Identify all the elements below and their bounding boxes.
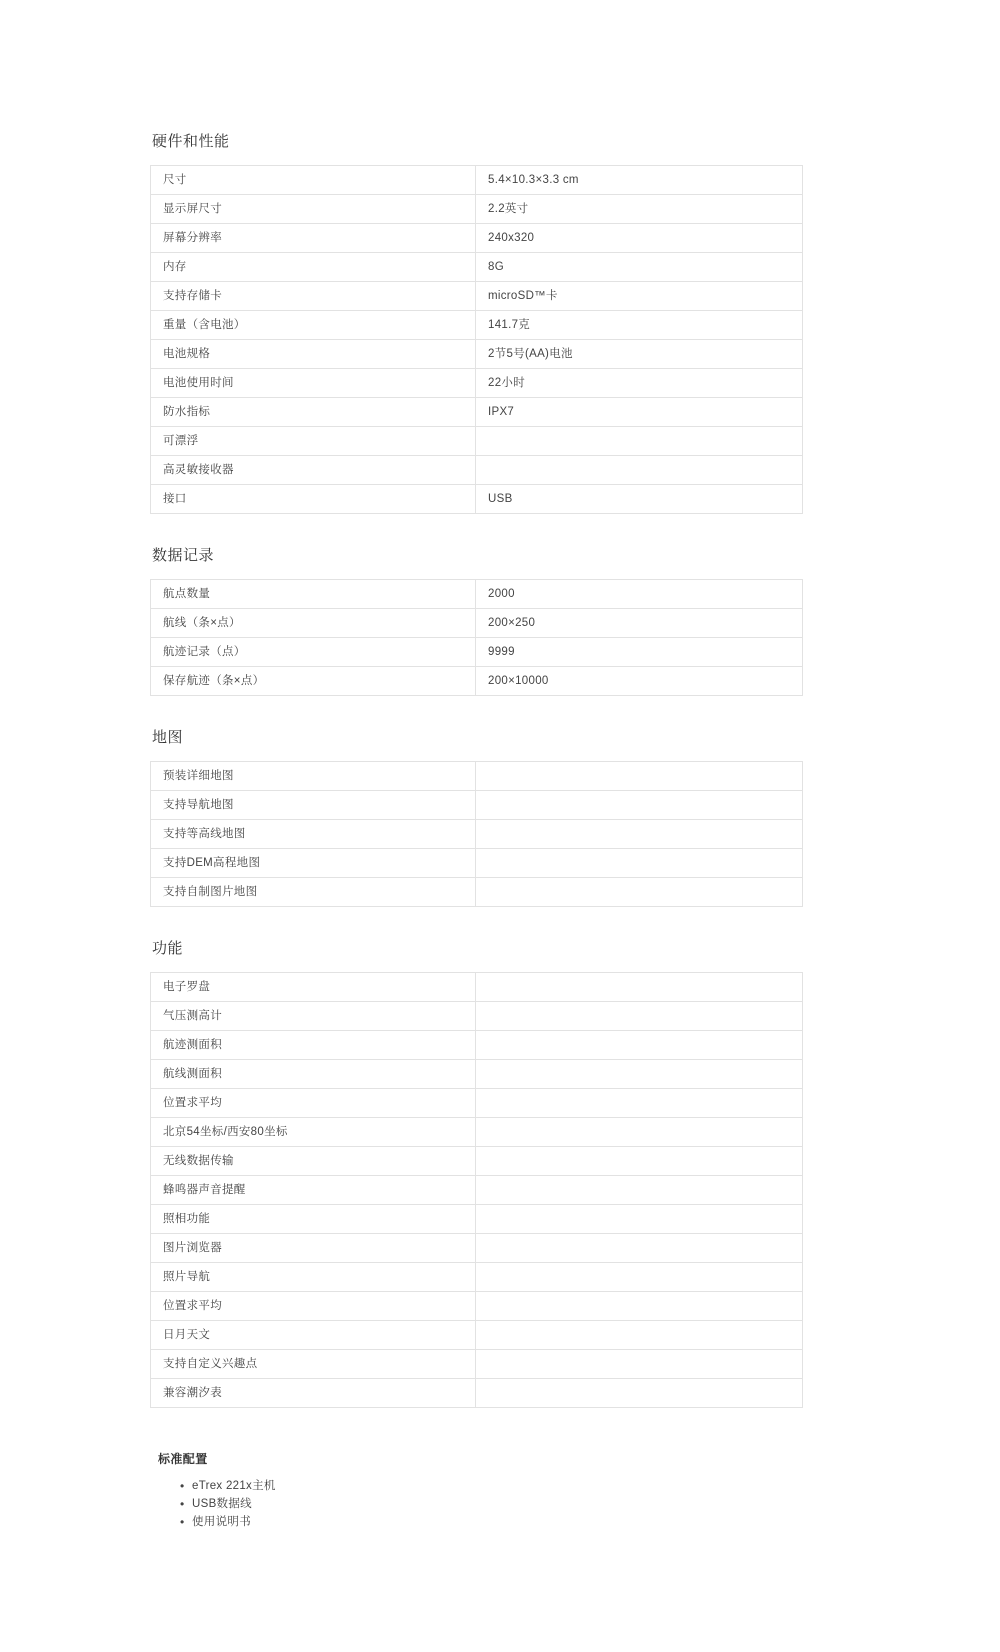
spec-value (476, 1147, 803, 1176)
spec-value: IPX7 (476, 398, 803, 427)
spec-key: 尺寸 (151, 166, 476, 195)
spec-table-data-log (150, 579, 803, 696)
table-row (151, 340, 803, 369)
table-row (151, 311, 803, 340)
spec-key: 重量（含电池） (151, 311, 476, 340)
spec-key: 照相功能 (151, 1205, 476, 1234)
spec-key: 高灵敏接收器 (151, 456, 476, 485)
spec-value (476, 1263, 803, 1292)
spec-value (476, 1089, 803, 1118)
spec-key: 北京54坐标/西安80坐标 (151, 1118, 476, 1147)
table-row (151, 1118, 803, 1147)
spec-key: 支持自制图片地图 (151, 878, 476, 907)
table-row (151, 638, 803, 667)
table-row (151, 1176, 803, 1205)
spec-key: 航迹测面积 (151, 1031, 476, 1060)
spec-key: 屏幕分辨率 (151, 224, 476, 253)
table-row (151, 609, 803, 638)
spec-key: 接口 (151, 485, 476, 514)
spec-value: 2.2英寸 (476, 195, 803, 224)
spec-value: 141.7克 (476, 311, 803, 340)
spec-key: 电池规格 (151, 340, 476, 369)
spec-key: 电子罗盘 (151, 973, 476, 1002)
spec-value: 8G (476, 253, 803, 282)
spec-value (476, 1205, 803, 1234)
table-row (151, 1234, 803, 1263)
spec-key: 航线（条×点） (151, 609, 476, 638)
table-row (151, 253, 803, 282)
table-row (151, 667, 803, 696)
spec-value (476, 1379, 803, 1408)
spec-key: 防水指标 (151, 398, 476, 427)
spec-key: 支持等高线地图 (151, 820, 476, 849)
spec-key: 预装详细地图 (151, 762, 476, 791)
table-row (151, 973, 803, 1002)
spec-table-features (150, 972, 803, 1408)
table-row (151, 195, 803, 224)
spec-key: 位置求平均 (151, 1089, 476, 1118)
spec-value (476, 878, 803, 907)
spec-value (476, 791, 803, 820)
spec-key: 支持自定义兴趣点 (151, 1350, 476, 1379)
spec-key: 日月天文 (151, 1321, 476, 1350)
table-row (151, 398, 803, 427)
spec-value (476, 1292, 803, 1321)
spec-key: 支持DEM高程地图 (151, 849, 476, 878)
table-row (151, 1379, 803, 1408)
standard-config-list (150, 1477, 850, 1531)
table-row (151, 849, 803, 878)
spec-value: 2000 (476, 580, 803, 609)
section-features (150, 937, 850, 1408)
section-title-features: 功能 (152, 940, 184, 957)
spec-value: USB (476, 485, 803, 514)
spec-value: 22小时 (476, 369, 803, 398)
section-title-data-log: 数据记录 (152, 547, 215, 564)
spec-key: 内存 (151, 253, 476, 282)
spec-key: 电池使用时间 (151, 369, 476, 398)
spec-key: 照片导航 (151, 1263, 476, 1292)
spec-value (476, 820, 803, 849)
spec-value (476, 1002, 803, 1031)
spec-key: 支持存储卡 (151, 282, 476, 311)
spec-value (476, 1176, 803, 1205)
spec-key: 航迹记录（点） (151, 638, 476, 667)
spec-value: microSD™卡 (476, 282, 803, 311)
table-row (151, 369, 803, 398)
spec-table-maps (150, 761, 803, 907)
section-hardware (150, 130, 850, 514)
spec-table-hardware (150, 165, 803, 514)
spec-key: 保存航迹（条×点） (151, 667, 476, 696)
table-row (151, 427, 803, 456)
section-data-log (150, 544, 850, 696)
spec-value: 9999 (476, 638, 803, 667)
spec-value (476, 1118, 803, 1147)
spec-key: 可漂浮 (151, 427, 476, 456)
table-row (151, 1263, 803, 1292)
spec-value: 200×250 (476, 609, 803, 638)
spec-value (476, 1031, 803, 1060)
table-row (151, 1321, 803, 1350)
table-row (151, 580, 803, 609)
table-row (151, 1350, 803, 1379)
spec-key: 位置求平均 (151, 1292, 476, 1321)
table-row (151, 762, 803, 791)
spec-value (476, 427, 803, 456)
spec-value (476, 1350, 803, 1379)
standard-config-title: 标准配置 (158, 1452, 208, 1466)
spec-key: 气压测高计 (151, 1002, 476, 1031)
spec-value: 240x320 (476, 224, 803, 253)
spec-key: 蜂鸣器声音提醒 (151, 1176, 476, 1205)
table-row (151, 878, 803, 907)
list-item: • eTrex 221x主机 (180, 1477, 850, 1495)
section-standard-config (150, 1450, 850, 1531)
table-row (151, 282, 803, 311)
spec-key: 兼容潮汐表 (151, 1379, 476, 1408)
spec-key: 无线数据传输 (151, 1147, 476, 1176)
spec-value (476, 973, 803, 1002)
spec-key: 支持导航地图 (151, 791, 476, 820)
table-row (151, 1031, 803, 1060)
section-title-maps: 地图 (152, 729, 184, 746)
spec-key: 航线测面积 (151, 1060, 476, 1089)
table-row (151, 485, 803, 514)
table-row (151, 456, 803, 485)
spec-value (476, 762, 803, 791)
section-title-hardware: 硬件和性能 (152, 133, 230, 150)
spec-key: 图片浏览器 (151, 1234, 476, 1263)
spec-key: 航点数量 (151, 580, 476, 609)
table-row (151, 166, 803, 195)
spec-value: 5.4×10.3×3.3 cm (476, 166, 803, 195)
table-row (151, 1147, 803, 1176)
table-row (151, 1002, 803, 1031)
table-row (151, 1060, 803, 1089)
list-item: • 使用说明书 (180, 1513, 850, 1531)
table-row (151, 820, 803, 849)
section-maps (150, 726, 850, 907)
table-row (151, 1089, 803, 1118)
spec-value (476, 1234, 803, 1263)
spec-value: 200×10000 (476, 667, 803, 696)
spec-value (476, 1060, 803, 1089)
spec-value (476, 456, 803, 485)
spec-key: 显示屏尺寸 (151, 195, 476, 224)
spec-value: 2节5号(AA)电池 (476, 340, 803, 369)
spec-value (476, 849, 803, 878)
table-row (151, 1292, 803, 1321)
table-row (151, 224, 803, 253)
table-row (151, 1205, 803, 1234)
spec-value (476, 1321, 803, 1350)
table-row (151, 791, 803, 820)
list-item: • USB数据线 (180, 1495, 850, 1513)
